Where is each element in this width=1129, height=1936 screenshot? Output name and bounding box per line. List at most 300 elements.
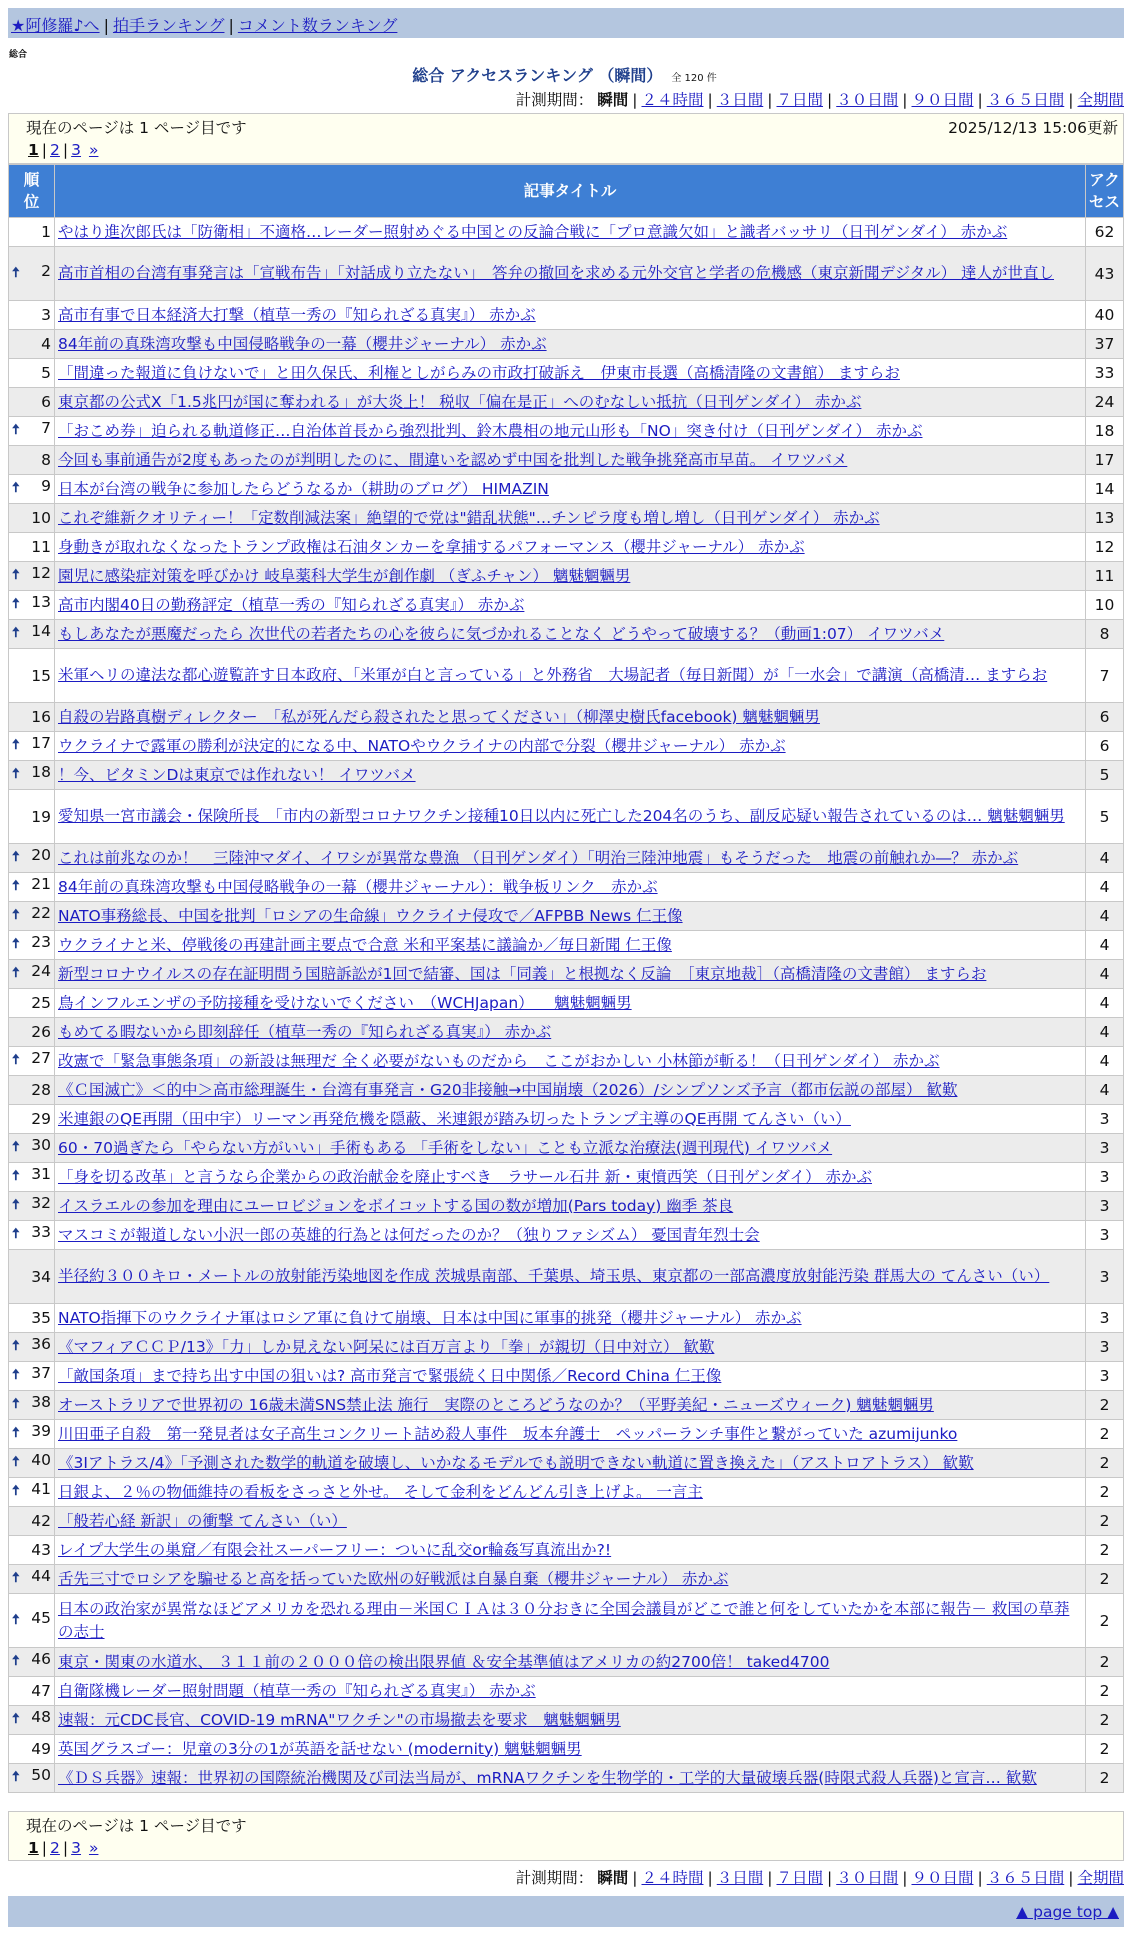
period-link[interactable]: ９０日間 [911,91,974,109]
article-title-link[interactable]: 米軍ヘリの違法な都心遊覧許す日本政府、「米軍が白と言っている」と外務省 大場記者（毎日新聞）が「一水会」で講演（高橋清… ますらお [58,666,1048,684]
title-cell [55,1764,1086,1793]
period-selector-bottom [516,1866,1124,1888]
table-row [9,1333,1124,1362]
rank-number: 28 [31,1081,51,1099]
rank-cell [9,1764,55,1793]
article-title-link[interactable]: 日本が台湾の戦争に参加したらどうなるか（耕助のブログ） HIMAZIN [58,479,549,498]
rank-cell [9,1076,55,1105]
rank-number: 16 [31,708,51,726]
rank-number: 31 [31,1165,51,1183]
period-separator: | [827,1869,833,1887]
title-cell [55,301,1086,330]
title-cell [55,417,1086,446]
period-link[interactable]: ９０日間 [911,1869,974,1887]
pager-bottom [28,1839,101,1857]
period-link[interactable]: 全期間 [1077,91,1124,109]
access-count: 2 [1086,1677,1124,1706]
table-row [9,301,1124,330]
article-title-link[interactable]: 舌先三寸でロシアを騙せると高を括っていた欧州の好戦派は自暴自棄（櫻井ジャーナル） 赤かぶ [58,1569,729,1588]
article-title-link[interactable]: 半径約３００キロ・メートルの放射能汚染地図を作成 茨城県南部、千葉県、埼玉県、東京都の一部高濃度放射能汚染 群馬大の てんさい（い） [58,1267,1050,1285]
bottom-bar [8,1896,1124,1927]
rank-cell [9,649,55,703]
rank-cell [9,1221,55,1250]
pager-separator: | [41,1839,48,1857]
access-count: 2 [1086,1648,1124,1677]
title-cell [55,790,1086,844]
title-cell [55,1706,1086,1735]
rank-cell [9,1333,55,1362]
access-count: 3 [1086,1163,1124,1192]
article-title-link[interactable]: 「間違った報道に負けないで」と田久保氏、利権としがらみの市政打破訴え 伊東市長選（高橋清隆の文書館） ますらお [58,363,900,382]
table-row [9,330,1124,359]
nav-separator: | [103,16,109,35]
table-row [9,790,1124,844]
title-cell [55,388,1086,417]
rank-number: 30 [31,1136,51,1154]
article-title-link[interactable]: ウクライナで露軍の勝利が決定的になる中、NATOやウクライナの内部で分裂（櫻井ジャーナル） 赤かぶ [58,736,786,755]
table-row [9,989,1124,1018]
pager-page-link[interactable]: 3 [71,1839,82,1857]
top-nav-links [11,13,397,36]
rank-cell [9,1478,55,1507]
top-nav-bar [8,8,1124,38]
rank-cell [9,1648,55,1677]
rank-number: 3 [41,306,51,324]
rank-cell [9,1706,55,1735]
title-cell [55,1076,1086,1105]
rank-up-arrow-icon: 🠅 [12,1197,20,1213]
rank-cell [9,1018,55,1047]
table-row [9,1221,1124,1250]
rank-cell [9,1304,55,1333]
access-count: 2 [1086,1391,1124,1420]
access-count: 3 [1086,1192,1124,1221]
period-selector-top [516,88,1124,110]
article-title-link[interactable]: NATO事務総長、中国を批判「ロシアの生命線」ウクライナ侵攻で／AFPBB News 仁王像 [58,906,683,925]
article-title-link[interactable]: 速報：元CDC長官、COVID-19 mRNA"ワクチン"の市場撤去を要求 魑魅魍魎男 [58,1710,621,1729]
rank-up-arrow-icon: 🠅 [12,936,20,952]
title-cell [55,1735,1086,1764]
table-row [9,1105,1124,1134]
rank-cell [9,873,55,902]
rank-number: 15 [31,666,51,685]
rank-up-arrow-icon: 🠅 [12,1226,20,1242]
article-title-link[interactable]: 「おこめ券」迫られる軌道修正…自治体首長から強烈批判、鈴木農相の地元山形も「NO」突き付け（日刊ゲンダイ） 赤かぶ [58,421,923,440]
table-row [9,1420,1124,1449]
period-link[interactable]: ３０日間 [836,91,899,109]
rank-cell [9,1362,55,1391]
period-link[interactable]: ７日間 [776,1869,823,1887]
access-count: 2 [1086,1536,1124,1565]
table-row [9,359,1124,388]
access-count: 2 [1086,1449,1124,1478]
rank-up-arrow-icon: 🠅 [12,1653,20,1669]
rank-up-arrow-icon: 🠅 [12,1570,20,1586]
access-count: 2 [1086,1706,1124,1735]
access-count: 17 [1086,446,1124,475]
rank-cell [9,1250,55,1304]
period-separator: | [1068,1869,1074,1887]
article-title-link[interactable]: 身動きが取れなくなったトランプ政権は石油タンカーを拿捕するパフォーマンス（櫻井ジャーナル） 赤かぶ [58,537,805,556]
table-header-row [9,165,1124,218]
rank-number: 26 [31,1023,51,1041]
rank-up-arrow-icon: 🠅 [12,878,20,894]
rank-up-arrow-icon: 🠅 [12,907,20,923]
period-link[interactable]: ３６５日間 [986,1869,1065,1887]
rank-number: 24 [31,962,51,980]
title-cell [55,562,1086,591]
home-link[interactable]: ★阿修羅♪へ [11,16,100,35]
article-title-link[interactable]: 改憲で「緊急事態条項」の新設は無理だ 全く必要がないものだから ここがおかしい 小林節が斬る！（日刊ゲンダイ） 赤かぶ [58,1051,940,1070]
rank-up-arrow-icon: 🠅 [12,1425,20,1441]
access-count: 8 [1086,620,1124,649]
rank-number: 42 [31,1512,51,1530]
table-row [9,388,1124,417]
article-title-link[interactable]: 84年前の真珠湾攻撃も中国侵略戦争の一幕（櫻井ジャーナル） 赤かぶ [58,334,547,353]
rank-number: 25 [31,994,51,1012]
period-link[interactable]: ３日間 [716,1869,764,1887]
article-title-link[interactable]: 《ＤＳ兵器》速報：世界初の国際統治機関及び司法当局が、mRNAワクチンを生物学的・工学的大量破壊兵器(時限式殺人兵器)と宣言… 歓歎 [58,1768,1037,1787]
article-title-link[interactable]: 鳥インフルエンザの予防接種を受けないでください （WCHJapan） 魑魅魍魎男 [58,993,632,1012]
period-separator: | [707,91,713,109]
table-row [9,1163,1124,1192]
period-separator: | [707,1869,713,1887]
table-row [9,1507,1124,1536]
rank-cell [9,1594,55,1648]
article-title-link[interactable]: 東京都の公式X「1.5兆円が国に奪われる」が大炎上！ 税収「偏在是正」へのむなしい抵抗（日刊ゲンダイ） 赤かぶ [58,392,862,411]
rank-number: 44 [31,1567,51,1585]
rank-cell [9,960,55,989]
title-cell [55,649,1086,703]
rank-number: 4 [41,335,51,353]
article-title-link[interactable]: ウクライナと米、停戦後の再建計画主要点で合意 米和平案基に議論か／毎日新聞 仁王像 [58,935,672,954]
rank-number: 50 [31,1766,51,1784]
rank-cell [9,218,55,247]
rank-number: 33 [31,1223,51,1241]
access-count: 3 [1086,1333,1124,1362]
access-count: 4 [1086,844,1124,873]
period-separator: | [767,1869,773,1887]
rank-cell [9,1677,55,1706]
article-title-link[interactable]: 《マフィアＣＣＰ/13》「力」しか見えない阿呆には百万言より「拳」が親切（日中対立） 歓歎 [58,1337,715,1356]
rank-number: 18 [31,763,51,781]
updated-timestamp: 2025/12/13 15:06更新 [948,119,1118,137]
period-link[interactable]: ２４時間 [641,1869,704,1887]
rank-up-arrow-icon: 🠅 [12,1611,20,1628]
access-count: 2 [1086,1735,1124,1764]
rank-number: 21 [31,875,51,893]
title-cell [55,1333,1086,1362]
title-cell [55,1536,1086,1565]
rank-number: 49 [31,1740,51,1758]
rank-number: 27 [31,1049,51,1067]
access-count: 5 [1086,761,1124,790]
page-info: 現在のページは 1 ページ目です [26,119,247,137]
rank-up-arrow-icon: 🠅 [12,1367,20,1383]
rank-cell [9,591,55,620]
access-count: 6 [1086,732,1124,761]
article-title-link[interactable]: レイプ大学生の巣窟／有限会社スーパーフリー：ついに乱交or輪姦写真流出か?! [58,1540,612,1559]
access-count: 6 [1086,703,1124,732]
article-title-link[interactable]: NATO指揮下のウクライナ軍はロシア軍に負けて崩壊、日本は中国に軍事的挑発（櫻井ジャーナル） 赤かぶ [58,1308,802,1327]
rank-cell [9,562,55,591]
access-count: 2 [1086,1764,1124,1793]
article-title-link[interactable]: 《3Iアトラス/4》「予測された数学的軌道を破壊し、いかなるモデルでも説明できない軌道に置き換えた」（アストロアトラス） 歓歎 [58,1453,974,1472]
access-count: 3 [1086,1250,1124,1304]
title-cell [55,1105,1086,1134]
table-row [9,247,1124,301]
table-row [9,649,1124,703]
article-title-link[interactable]: これぞ維新クオリティー！「定数削減法案」絶望的で党は"錯乱状態"…チンピラ度も増し増し（日刊ゲンダイ） 赤かぶ [58,508,880,527]
table-row [9,1047,1124,1076]
table-row [9,591,1124,620]
table-row [9,504,1124,533]
article-title-link[interactable]: 愛知県一宮市議会・保険所長 「市内の新型コロナワクチン接種10日以内に死亡した204名のうち、副反応疑い報告されているのは… 魑魅魍魎男 [58,807,1065,825]
title-cell [55,1047,1086,1076]
table-row [9,562,1124,591]
period-link[interactable]: ３日間 [716,91,764,109]
article-title-link[interactable]: 東京・関東の水道水、 ３１１前の２０００倍の検出限界値 ＆安全基準値はアメリカの約2700倍！ taked4700 [58,1652,830,1671]
rank-number: 45 [31,1608,51,1627]
pager-page-link[interactable]: 3 [71,141,82,159]
title-cell [55,247,1086,301]
rank-up-arrow-icon: 🠅 [12,1454,20,1470]
page-top-link[interactable]: ▲ page top ▲ [1016,1903,1119,1921]
article-title-link[interactable]: 園児に感染症対策を呼びかけ 岐阜薬科大学生が創作劇 （ぎふチャン） 魑魅魍魎男 [58,566,631,585]
table-row [9,218,1124,247]
access-count: 40 [1086,301,1124,330]
access-count: 4 [1086,873,1124,902]
category-label: 総合 [9,50,28,60]
period-separator: | [767,91,773,109]
table-row [9,1565,1124,1594]
rank-up-arrow-icon: 🠅 [12,625,20,641]
rank-number: 43 [31,1541,51,1559]
access-count: 10 [1086,591,1124,620]
access-count: 7 [1086,649,1124,703]
pager-page-link[interactable]: 2 [50,1839,60,1857]
period-label: 計測期間： [515,91,594,109]
header-title: 記事タイトル [55,165,1086,218]
title-cell [55,446,1086,475]
title-cell [55,533,1086,562]
rank-up-arrow-icon: 🠅 [12,1769,20,1785]
title-cell [55,844,1086,873]
table-row [9,1735,1124,1764]
article-title-link[interactable]: 「般若心経 新訳」の衝撃 てんさい（い） [58,1511,347,1530]
pager-next-link[interactable]: » [88,141,99,159]
title-cell [55,1478,1086,1507]
article-title-link[interactable]: 日銀よ、２％の物価維持の看板をさっさと外せ。 そして金利をどんどん引き上げよ。 一言主 [58,1482,703,1501]
table-row [9,1648,1124,1677]
title-cell [55,359,1086,388]
rank-number: 41 [31,1480,51,1498]
pager-top [28,141,101,159]
access-count: 2 [1086,1594,1124,1648]
clap-ranking-link[interactable]: 拍手ランキング [112,16,225,35]
rank-number: 9 [41,477,51,495]
article-title-link[interactable]: やはり進次郎氏は「防衛相」不適格…レーダー照射めぐる中国との反論合戦に「プロ意識欠如」と識者バッサリ（日刊ゲンダイ） 赤かぶ [58,222,1008,241]
access-count: 37 [1086,330,1124,359]
table-row [9,732,1124,761]
rank-up-arrow-icon: 🠅 [12,1139,20,1155]
rank-number: 29 [31,1110,51,1128]
access-count: 4 [1086,902,1124,931]
rank-cell [9,1134,55,1163]
table-row [9,960,1124,989]
table-row [9,417,1124,446]
title-cell [55,1163,1086,1192]
access-count: 5 [1086,790,1124,844]
article-title-link[interactable]: 「敵国条項」まで持ち出す中国の狙いは? 高市発言で緊張続く日中関係／Record China 仁王像 [58,1366,722,1385]
rank-cell [9,761,55,790]
table-row [9,1594,1124,1648]
title-cell [55,591,1086,620]
rank-cell [9,1449,55,1478]
access-count: 33 [1086,359,1124,388]
rank-number: 38 [31,1393,51,1411]
title-cell [55,902,1086,931]
period-separator: | [977,1869,983,1887]
article-title-link[interactable]: もしあなたが悪魔だったら 次世代の若者たちの心を彼らに気づかれることなく どうやって破壊する？（動画1:07） イワツバメ [58,624,945,643]
rank-cell [9,475,55,504]
access-count: 3 [1086,1221,1124,1250]
article-title-link[interactable]: 60・70過ぎたら「やらない方がいい」手術もある 「手術をしない」ことも立派な治療法(週刊現代) イワツバメ [58,1138,833,1157]
access-count: 14 [1086,475,1124,504]
access-count: 3 [1086,1105,1124,1134]
title-cell [55,873,1086,902]
access-count: 4 [1086,960,1124,989]
rank-up-arrow-icon: 🠅 [12,1396,20,1412]
table-row [9,1478,1124,1507]
page-title: 総合 アクセスランキング （瞬間） [412,66,663,85]
access-count: 4 [1086,1047,1124,1076]
article-title-link[interactable]: 自殺の岩路真樹ディレクター 「私が死んだら殺されたと思ってください」（柳澤史樹氏facebook) 魑魅魍魎男 [58,707,820,726]
rank-number: 14 [31,622,51,640]
rank-number: 20 [31,846,51,864]
rank-number: 37 [31,1364,51,1382]
period-separator: | [902,91,908,109]
title-cell [55,1250,1086,1304]
rank-number: 10 [31,509,51,527]
article-title-link[interactable]: イスラエルの参加を理由にユーロビジョンをボイコットする国の数が増加(Pars today) 幽季 茶良 [58,1196,734,1215]
table-row [9,446,1124,475]
ranking-table [8,164,1124,1793]
title-cell [55,475,1086,504]
article-title-link[interactable]: これは前兆なのか！ 三陸沖マダイ、イワシが異常な豊漁 （日刊ゲンダイ）「明治三陸沖地震」もそうだった 地震の前触れか―？ 赤かぶ [58,848,1019,867]
rank-number: 40 [31,1451,51,1469]
period-link[interactable]: ２４時間 [641,91,704,109]
article-title-link[interactable]: 「身を切る改革」と言うなら企業からの政治献金を廃止すべき ラサール石井 新・東憤西笑（日刊ゲンダイ） 赤かぶ [58,1167,872,1186]
rank-number: 36 [31,1335,51,1353]
page-info-panel-bottom [8,1811,1124,1861]
period-link[interactable]: ３６５日間 [986,91,1065,109]
rank-up-arrow-icon: 🠅 [12,264,20,281]
table-row [9,1677,1124,1706]
article-title-link[interactable]: オーストラリアで世界初の 16歳未満SNS禁止法 施行 実際のところどうなのか？（平野美紀・ニューズウィーク) 魑魅魍魎男 [58,1395,934,1414]
rank-cell [9,931,55,960]
access-count: 62 [1086,218,1124,247]
title-cell [55,1449,1086,1478]
rank-number: 11 [31,538,51,556]
table-row [9,1304,1124,1333]
table-row [9,1764,1124,1793]
period-current: 瞬間 [597,91,629,109]
pager-next-link[interactable]: » [88,1839,99,1857]
article-title-link[interactable]: 《Ｃ国滅亡》＜的中＞高市総理誕生・台湾有事発言・G20非接触→中国崩壊（2026）/シンプソンズ予言（都市伝説の部屋） 歓歎 [58,1080,958,1099]
rank-cell [9,790,55,844]
period-link[interactable]: ３０日間 [836,1869,899,1887]
period-link[interactable]: 全期間 [1077,1869,1124,1887]
period-link[interactable]: ７日間 [776,91,823,109]
table-row [9,1391,1124,1420]
article-title-link[interactable]: 自衛隊機レーダー照射問題（植草一秀の『知られざる真実』） 赤かぶ [58,1681,536,1700]
rank-number: 13 [31,593,51,611]
article-title-link[interactable]: もめてる暇ないから即刻辞任（植草一秀の『知られざる真実』） 赤かぶ [58,1022,552,1041]
article-title-link[interactable]: 今回も事前通告が2度もあったのが判明したのに、間違いを認めず中国を批判した戦争挑発高市早苗。 イワツバメ [58,450,848,469]
article-title-link[interactable]: 新型コロナウイルスの存在証明問う国賠訴訟が1回で結審、国は「同義」と根拠なく反論 ［東京地裁］（高橋清隆の文書館） ますらお [58,964,987,983]
total-count: 全 120 件 [671,73,717,84]
rank-number: 22 [31,904,51,922]
article-title-link[interactable]: 高市内閣40日の勤務評定（植草一秀の『知られざる真実』） 赤かぶ [58,595,525,614]
article-title-link[interactable]: ！今、ビタミンDは東京では作れない！ イワツバメ [58,765,416,784]
article-title-link[interactable]: 川田亜子自殺 第一発見者は女子高生コンクリート詰め殺人事件 坂本弁護士 ペッパーランチ事件と繋がっていた azumijunko [58,1424,958,1443]
title-cell [55,1594,1086,1648]
rank-cell [9,732,55,761]
article-title-link[interactable]: マスコミが報道しない小沢一郎の英雄的行為とは何だったのか？（独りファシズム） 憂国青年烈士会 [58,1225,760,1244]
rank-number: 46 [31,1650,51,1668]
access-count: 11 [1086,562,1124,591]
period-separator: | [902,1869,908,1887]
rank-cell [9,533,55,562]
table-row [9,1076,1124,1105]
access-count: 4 [1086,1018,1124,1047]
title-cell [55,1391,1086,1420]
article-title-link[interactable]: 米連銀のQE再開（田中宇）リーマン再発危機を隠蔽、米連銀が踏み切ったトランプ主導のQE再開 てんさい（い） [58,1109,851,1128]
rank-number: 47 [31,1682,51,1700]
nav-separator: | [228,16,234,35]
title-cell [55,703,1086,732]
title-cell [55,504,1086,533]
article-title-link[interactable]: 84年前の真珠湾攻撃も中国侵略戦争の一幕（櫻井ジャーナル）：戦争板リンク 赤かぶ [58,877,658,896]
rank-cell [9,446,55,475]
rank-cell [9,703,55,732]
access-count: 4 [1086,989,1124,1018]
article-title-link[interactable]: 高市有事で日本経済大打撃（植草一秀の『知られざる真実』） 赤かぶ [58,305,536,324]
article-title-link[interactable]: 英国グラスゴー：児童の3分の1が英語を話せない (modernity) 魑魅魍魎男 [58,1739,582,1758]
rank-cell [9,1565,55,1594]
rank-up-arrow-icon: 🠅 [12,1338,20,1354]
pager-page-link[interactable]: 2 [50,141,60,159]
rank-cell [9,504,55,533]
comment-ranking-link[interactable]: コメント数ランキング [237,16,398,35]
title-cell [55,1507,1086,1536]
header-access: アク セス [1086,165,1124,218]
title-cell [55,960,1086,989]
rank-cell [9,330,55,359]
rank-cell [9,1192,55,1221]
article-title-link[interactable]: 高市首相の台湾有事発言は「宣戦布告」「対話成り立たない」 答弁の撤回を求める元外交官と学者の危機感（東京新聞デジタル） 達人が世直し [58,264,1055,282]
rank-cell [9,359,55,388]
rank-up-arrow-icon: 🠅 [12,480,20,496]
rank-number: 23 [31,933,51,951]
rank-up-arrow-icon: 🠅 [12,567,20,583]
rank-cell [9,1105,55,1134]
article-title-link[interactable]: 日本の政治家が異常なほどアメリカを恐れる理由－米国ＣＩＡは３０分おきに全国会議員がどこで誰と何をしていたかを本部に報告－ 救国の草莽の志士 [58,1599,1070,1641]
rank-cell [9,1507,55,1536]
rank-up-arrow-icon: 🠅 [12,965,20,981]
rank-up-arrow-icon: 🠅 [12,737,20,753]
